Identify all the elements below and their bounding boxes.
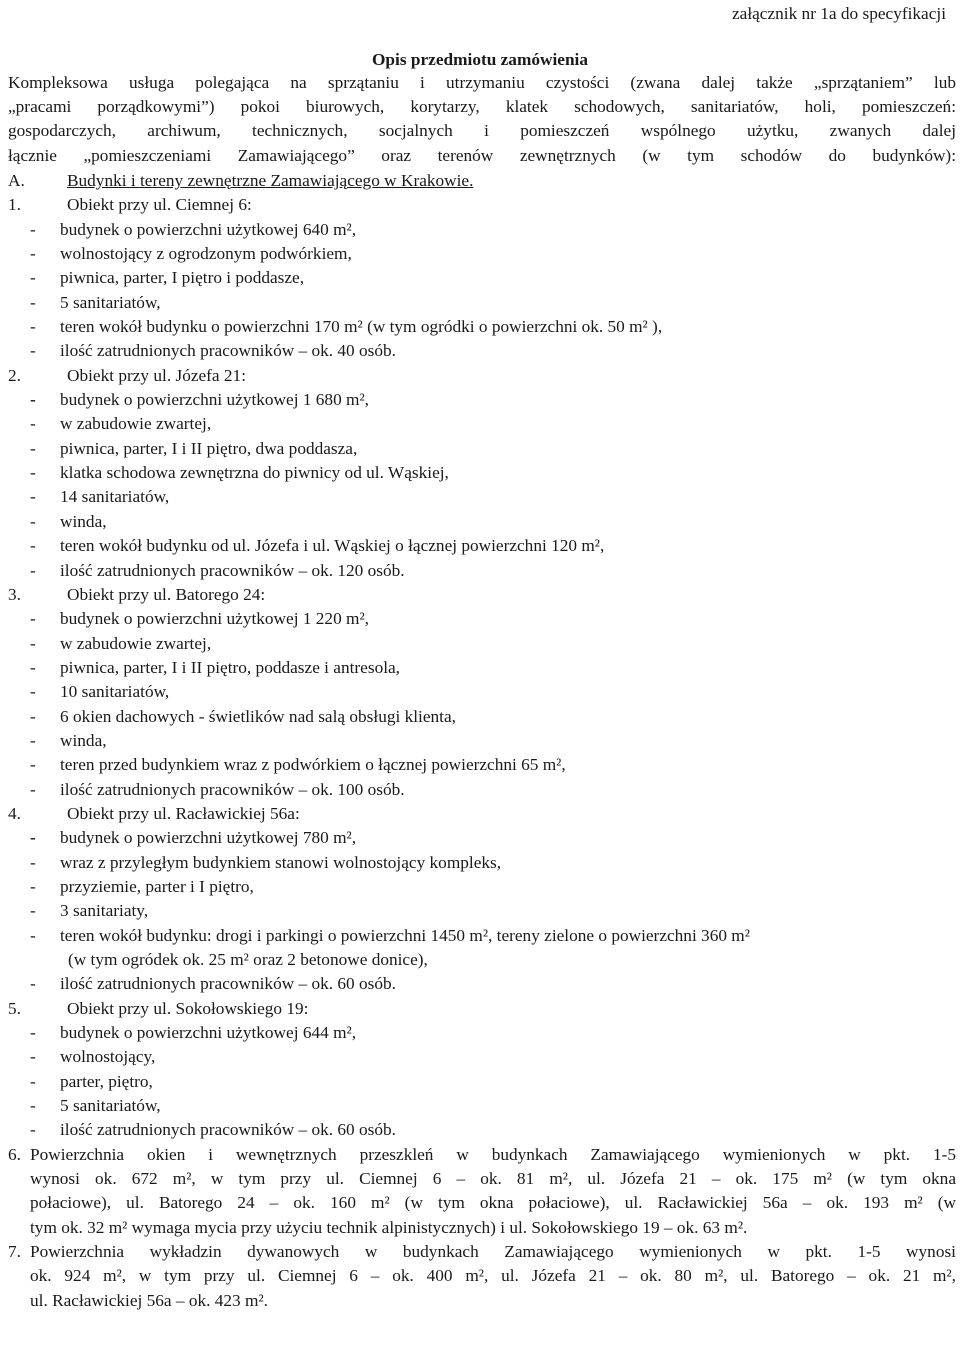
object-heading bbox=[8, 802, 956, 826]
list-item-text: przyziemie, parter i I piętro, bbox=[60, 876, 254, 896]
list-item bbox=[8, 875, 956, 899]
bullet-dash: - bbox=[30, 292, 36, 312]
object-number: 3. bbox=[8, 584, 21, 604]
object-label: Obiekt przy ul. Ciemnej 6: bbox=[67, 195, 252, 215]
list-item-text: piwnica, parter, I piętro i poddasze, bbox=[60, 268, 305, 288]
list-item-text: budynek o powierzchni użytkowej 1 680 m², bbox=[60, 390, 369, 410]
bullet-dash: - bbox=[30, 463, 36, 483]
list-item bbox=[8, 851, 956, 875]
intro-line: gospodarczych, archiwum, technicznych, socjalnych i pomieszczeń wspólnego użytku, zwanych dalej bbox=[8, 121, 956, 141]
bullet-dash: - bbox=[30, 1023, 36, 1043]
bullet-dash: - bbox=[30, 390, 36, 410]
paragraph-line: Powierzchnia okien i wewnętrznych przeszkleń w budynkach Zamawiającego wymienionych w pkt. 1-5 bbox=[30, 1144, 956, 1164]
list-item-continuation: (w tym ogródek ok. 25 m² oraz 2 betonowe donice), bbox=[68, 950, 428, 969]
list-item-text: winda, bbox=[60, 511, 107, 531]
list-item-text: budynek o powierzchni użytkowej 780 m², bbox=[60, 828, 357, 848]
list-item bbox=[8, 705, 956, 729]
paragraph-line: połaciowe), ul. Batorego 24 – ok. 160 m² (w tym okna połaciowe), ul. Racławickiej 56a – ok. 193 m² (w bbox=[30, 1193, 956, 1213]
paragraph-line: ul. Racławickiej 56a – ok. 423 m². bbox=[30, 1290, 268, 1310]
object-heading bbox=[8, 583, 956, 607]
list-item-text: teren przed budynkiem wraz z podwórkiem o łącznej powierzchni 65 m², bbox=[60, 755, 566, 775]
section-heading bbox=[8, 169, 956, 193]
list-item-text: teren wokół budynku od ul. Józefa i ul. Wąskiej o łącznej powierzchni 120 m², bbox=[60, 536, 605, 556]
object-heading bbox=[8, 364, 956, 388]
intro-line: łącznie „pomieszczeniami Zamawiającego” oraz terenów zewnętrznych (w tym schodów do budynków): bbox=[8, 145, 956, 165]
object-number: 4. bbox=[8, 803, 21, 823]
list-item bbox=[8, 826, 956, 850]
bullet-dash: - bbox=[30, 1120, 36, 1140]
list-item bbox=[8, 924, 956, 948]
list-item bbox=[8, 534, 956, 558]
bullet-dash: - bbox=[30, 341, 36, 361]
list-item-text: 6 okien dachowych - świetlików nad salą obsługi klienta, bbox=[60, 706, 456, 726]
list-item bbox=[8, 412, 956, 436]
annex-label: załącznik nr 1a do specyfikacji bbox=[732, 4, 946, 23]
list-item bbox=[8, 972, 956, 996]
list-item-text: parter, piętro, bbox=[60, 1071, 153, 1091]
list-item bbox=[8, 266, 956, 290]
bullet-dash: - bbox=[30, 1096, 36, 1116]
intro-line: Kompleksowa usługa polegająca na sprzątaniu i utrzymaniu czystości (zwana dalej także „sprzątaniem” lub bbox=[8, 73, 956, 92]
list-item bbox=[8, 729, 956, 753]
list-item-text: 5 sanitariatów, bbox=[60, 292, 161, 312]
list-item bbox=[8, 899, 956, 923]
list-item bbox=[8, 1045, 956, 1069]
document-title: Opis przedmiotu zamówienia bbox=[371, 50, 588, 69]
bullet-dash: - bbox=[30, 244, 36, 264]
list-item-text: teren wokół budynku o powierzchni 170 m² (w tym ogródki o powierzchni ok. 50 m² ), bbox=[60, 317, 663, 337]
list-item-text: ilość zatrudnionych pracowników – ok. 60 osób. bbox=[60, 1120, 396, 1140]
section-letter: A. bbox=[8, 171, 25, 190]
list-item-text: wolnostojący, bbox=[60, 1047, 156, 1067]
bullet-dash: - bbox=[30, 268, 36, 288]
list-item bbox=[8, 753, 956, 777]
bullet-dash: - bbox=[30, 1071, 36, 1091]
list-item bbox=[8, 461, 956, 485]
bullet-dash: - bbox=[30, 779, 36, 799]
paragraph-line: ok. 924 m², w tym przy ul. Ciemnej 6 – ok. 400 m², ul. Józefa 21 – ok. 80 m², ul. Batorego – ok. 21 m², bbox=[30, 1266, 956, 1286]
bullet-dash: - bbox=[30, 706, 36, 726]
list-item bbox=[8, 339, 956, 363]
list-item bbox=[8, 510, 956, 534]
bullet-dash: - bbox=[30, 560, 36, 580]
list-item-text: budynek o powierzchni użytkowej 640 m², bbox=[60, 219, 357, 239]
intro-line: „pracami porządkowymi”) pokoi biurowych, korytarzy, klatek schodowych, sanitariatów, holi, pomieszczeń: bbox=[8, 97, 956, 117]
list-item-text: w zabudowie zwartej, bbox=[60, 414, 212, 434]
list-item-text: piwnica, parter, I i II piętro, poddasze i antresola, bbox=[60, 657, 400, 677]
paragraph-number: 7. bbox=[8, 1242, 21, 1262]
list-item bbox=[8, 291, 956, 315]
object-heading bbox=[8, 997, 956, 1021]
list-item bbox=[8, 1021, 956, 1045]
bullet-dash: - bbox=[30, 974, 36, 994]
object-label: Obiekt przy ul. Racławickiej 56a: bbox=[67, 803, 300, 823]
list-item-text: 5 sanitariatów, bbox=[60, 1096, 161, 1116]
list-item bbox=[8, 315, 956, 339]
document-body bbox=[8, 169, 956, 1313]
object-label: Obiekt przy ul. Sokołowskiego 19: bbox=[67, 998, 309, 1018]
bullet-dash: - bbox=[30, 901, 36, 921]
paragraph-number: 6. bbox=[8, 1144, 21, 1164]
section-title: Budynki i tereny zewnętrzne Zamawiającego w Krakowie. bbox=[67, 171, 474, 190]
list-item-text: ilość zatrudnionych pracowników – ok. 60 osób. bbox=[60, 974, 396, 994]
list-item-text: w zabudowie zwartej, bbox=[60, 633, 212, 653]
list-item bbox=[8, 485, 956, 509]
object-heading bbox=[8, 193, 956, 217]
bullet-dash: - bbox=[30, 317, 36, 337]
bullet-dash: - bbox=[30, 876, 36, 896]
list-item-text: piwnica, parter, I i II piętro, dwa poddasza, bbox=[60, 438, 358, 458]
list-item-text: ilość zatrudnionych pracowników – ok. 120 osób. bbox=[60, 560, 405, 580]
bullet-dash: - bbox=[30, 633, 36, 653]
list-item bbox=[8, 559, 956, 583]
bullet-dash: - bbox=[30, 852, 36, 872]
bullet-dash: - bbox=[30, 414, 36, 434]
list-item-text: teren wokół budynku: drogi i parkingi o powierzchni 1450 m², tereny zielone o powierzchni 360 m² bbox=[60, 925, 750, 945]
list-item bbox=[8, 607, 956, 631]
intro-paragraph bbox=[8, 71, 956, 168]
list-item-text: 3 sanitariaty, bbox=[60, 901, 149, 921]
list-item bbox=[8, 1118, 956, 1142]
bullet-dash: - bbox=[30, 438, 36, 458]
object-number: 1. bbox=[8, 195, 21, 215]
list-item-text: 10 sanitariatów, bbox=[60, 682, 170, 702]
object-label: Obiekt przy ul. Batorego 24: bbox=[67, 584, 266, 604]
bullet-dash: - bbox=[30, 219, 36, 239]
bullet-dash: - bbox=[30, 828, 36, 848]
list-item-text: klatka schodowa zewnętrzna do piwnicy od ul. Wąskiej, bbox=[60, 463, 449, 483]
paragraph-line: tym ok. 32 m² wymaga mycia przy użyciu technik alpinistycznych) i ul. Sokołowskiego 19 – ok. 63 m². bbox=[30, 1217, 748, 1237]
paragraph-line: Powierzchnia wykładzin dywanowych w budynkach Zamawiającego wymienionych w pkt. 1-5 wynosi bbox=[30, 1242, 956, 1262]
list-item-text: budynek o powierzchni użytkowej 644 m², bbox=[60, 1023, 357, 1043]
object-number: 2. bbox=[8, 365, 21, 385]
bullet-dash: - bbox=[30, 730, 36, 750]
paragraph-line: wynosi ok. 672 m², w tym przy ul. Ciemnej 6 – ok. 81 m², ul. Józefa 21 – ok. 175 m² (w tym okna bbox=[30, 1169, 956, 1189]
list-item bbox=[8, 656, 956, 680]
bullet-dash: - bbox=[30, 609, 36, 629]
bullet-dash: - bbox=[30, 511, 36, 531]
bullet-dash: - bbox=[30, 755, 36, 775]
bullet-dash: - bbox=[30, 657, 36, 677]
numbered-paragraph bbox=[8, 1143, 956, 1240]
list-item-text: wolnostojący z ogrodzonym podwórkiem, bbox=[60, 244, 352, 264]
bullet-dash: - bbox=[30, 487, 36, 507]
numbered-paragraph bbox=[8, 1240, 956, 1313]
list-item-text: ilość zatrudnionych pracowników – ok. 100 osób. bbox=[60, 779, 405, 799]
list-item-text: ilość zatrudnionych pracowników – ok. 40 osób. bbox=[60, 341, 396, 361]
bullet-dash: - bbox=[30, 682, 36, 702]
object-label: Obiekt przy ul. Józefa 21: bbox=[67, 365, 246, 385]
list-item-text: budynek o powierzchni użytkowej 1 220 m², bbox=[60, 609, 369, 629]
bullet-dash: - bbox=[30, 536, 36, 556]
list-item bbox=[8, 437, 956, 461]
list-item-text: wraz z przyległym budynkiem stanowi wolnostojący kompleks, bbox=[60, 852, 502, 872]
bullet-dash: - bbox=[30, 1047, 36, 1067]
list-item-text: 14 sanitariatów, bbox=[60, 487, 170, 507]
object-number: 5. bbox=[8, 998, 21, 1018]
bullet-dash: - bbox=[30, 925, 36, 945]
list-item bbox=[8, 242, 956, 266]
list-item bbox=[8, 680, 956, 704]
list-item bbox=[8, 1094, 956, 1118]
list-item bbox=[8, 388, 956, 412]
list-item bbox=[8, 778, 956, 802]
list-item bbox=[8, 1070, 956, 1094]
list-item bbox=[8, 632, 956, 656]
list-item-text: winda, bbox=[60, 730, 107, 750]
list-item bbox=[8, 218, 956, 242]
